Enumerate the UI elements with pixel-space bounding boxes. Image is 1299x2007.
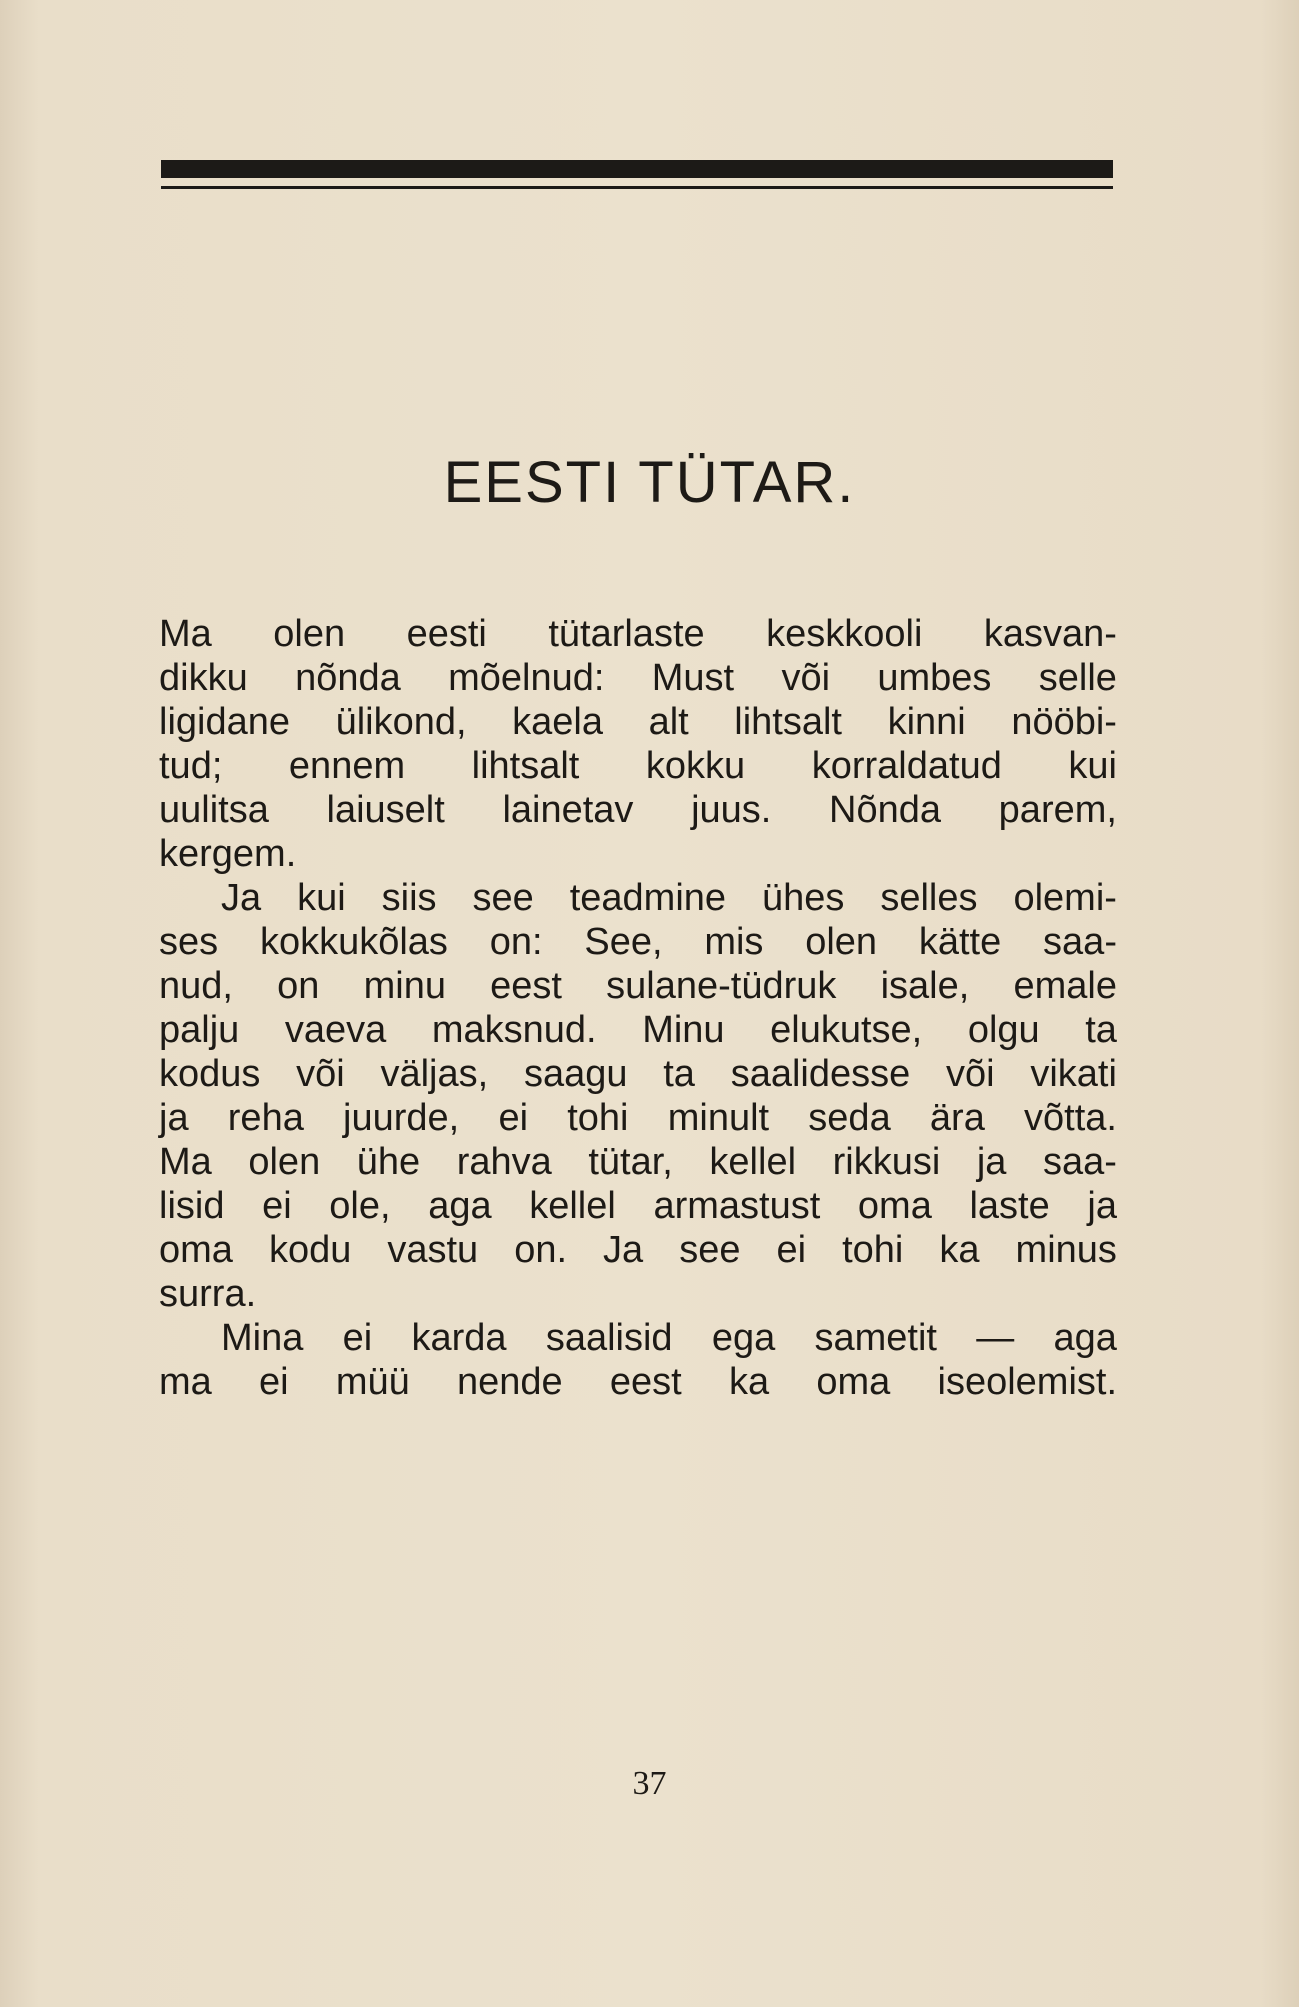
text-line (159, 832, 1117, 876)
word: Must (651, 657, 735, 699)
word: selle (1038, 657, 1117, 699)
word: saagu (523, 1053, 628, 1095)
word: ja (976, 1141, 1007, 1183)
word: lainetav (502, 789, 634, 831)
word: aga (1053, 1317, 1117, 1359)
word: ei (259, 1361, 289, 1403)
chapter-title: EESTI TÜTAR. (443, 450, 856, 515)
word: elukutse, (770, 1009, 923, 1051)
word: parem, (998, 789, 1117, 831)
word: Ja (603, 1229, 644, 1271)
word: saa- (1043, 921, 1117, 963)
word: aga (428, 1185, 492, 1227)
word: või (946, 1053, 995, 1095)
word: kodus (159, 1053, 261, 1095)
word: ka (728, 1361, 770, 1403)
word: saa- (1042, 1141, 1117, 1183)
word: keskkooli (766, 613, 923, 655)
word: oma (857, 1185, 932, 1227)
word: Minu (642, 1009, 725, 1051)
word: laiuselt (326, 789, 445, 831)
text-line (159, 1184, 1117, 1228)
word: mõelnud: (448, 657, 605, 699)
word: vastu (387, 1229, 479, 1271)
word: ta (663, 1053, 695, 1095)
word: sulane-tüdruk (606, 965, 837, 1007)
word: ma (159, 1361, 212, 1403)
word: kellel (709, 1141, 797, 1183)
word: umbes (877, 657, 992, 699)
word: Mina (221, 1317, 304, 1359)
text-line (159, 920, 1117, 964)
word: ühe (356, 1141, 421, 1183)
text-line (159, 1360, 1117, 1404)
text-line (159, 1008, 1117, 1052)
word: teadmine (569, 877, 727, 919)
text-line (159, 1052, 1117, 1096)
word: kodu (268, 1229, 352, 1271)
word: korraldatud (811, 745, 1002, 787)
word: ligidane (159, 701, 290, 743)
word: kinni (887, 701, 966, 743)
word: laste (969, 1185, 1050, 1227)
word: alt (648, 701, 689, 743)
body-text (159, 612, 1117, 1404)
word: tütar, (588, 1141, 673, 1183)
word: ühes (761, 877, 845, 919)
word: juus. (691, 789, 772, 831)
word: tütarlaste (548, 613, 705, 655)
word: tohi (567, 1097, 629, 1139)
text-line (159, 1272, 1117, 1316)
word: minult (667, 1097, 770, 1139)
word: surra. (159, 1273, 257, 1315)
page-number: 37 (632, 1765, 667, 1802)
word: rikkusi (832, 1141, 941, 1183)
word: ülikond, (335, 701, 467, 743)
word: oma (816, 1361, 891, 1403)
word: ei (498, 1097, 529, 1139)
word: sametit (814, 1317, 937, 1359)
word: või (781, 657, 831, 699)
word: võtta. (1024, 1097, 1117, 1139)
word: olen (248, 1141, 321, 1183)
word: ära (929, 1097, 985, 1139)
word: karda (411, 1317, 507, 1359)
word: on: (489, 921, 543, 963)
text-line (159, 1316, 1117, 1360)
word: ja (159, 1097, 189, 1139)
word: olen (805, 921, 878, 963)
word: ja (1087, 1185, 1117, 1227)
word: ei (776, 1229, 807, 1271)
word: see (472, 877, 534, 919)
word: kui (297, 877, 346, 919)
word: tud; (159, 745, 223, 787)
text-line (159, 876, 1117, 920)
word: saalidesse (730, 1053, 911, 1095)
word: nende (457, 1361, 563, 1403)
word: olgu (967, 1009, 1040, 1051)
word: — (976, 1317, 1015, 1359)
text-line (159, 656, 1117, 700)
word: ta (1085, 1009, 1117, 1051)
word: see (679, 1229, 741, 1271)
word: olemi- (1013, 877, 1117, 919)
text-line (159, 1096, 1117, 1140)
word: minu (363, 965, 446, 1007)
word: lisid (159, 1185, 225, 1227)
word: emale (1013, 965, 1117, 1007)
text-line (159, 612, 1117, 656)
word: väljas, (380, 1053, 489, 1095)
word: saalisid (545, 1317, 673, 1359)
word: siis (381, 877, 437, 919)
text-line (159, 1228, 1117, 1272)
word: maksnud. (431, 1009, 597, 1051)
word: ennem (288, 745, 406, 787)
word: eest (490, 965, 562, 1007)
header-rule-thick (161, 160, 1113, 178)
word: kasvan- (983, 613, 1117, 655)
word: vaeva (284, 1009, 387, 1051)
text-line (159, 788, 1117, 832)
word: ole, (329, 1185, 391, 1227)
word: on (277, 965, 320, 1007)
word: dikku (159, 657, 248, 699)
word: kergem. (159, 833, 297, 875)
word: Ma (159, 613, 212, 655)
word: minus (1015, 1229, 1117, 1271)
word: nööbi- (1011, 701, 1117, 743)
word: nud, (159, 965, 233, 1007)
word: on. (514, 1229, 568, 1271)
word: oma (159, 1229, 233, 1271)
word: Ma (159, 1141, 212, 1183)
word: selles (880, 877, 978, 919)
word: kaela (512, 701, 603, 743)
word: kokkukõlas (259, 921, 448, 963)
word: iseolemist. (937, 1361, 1117, 1403)
word: rahva (456, 1141, 552, 1183)
word: mis (704, 921, 764, 963)
word: palju (159, 1009, 240, 1051)
word: ei (262, 1185, 292, 1227)
word: uulitsa (159, 789, 269, 831)
word: ses (159, 921, 219, 963)
word: kätte (918, 921, 1002, 963)
word: isale, (880, 965, 970, 1007)
word: või (296, 1053, 345, 1095)
text-line (159, 700, 1117, 744)
word: vikati (1030, 1053, 1117, 1095)
word: armastust (653, 1185, 821, 1227)
word: ei (342, 1317, 373, 1359)
word: olen (273, 613, 346, 655)
word: reha (227, 1097, 304, 1139)
word: See, (584, 921, 663, 963)
word: tohi (842, 1229, 904, 1271)
text-line (159, 1140, 1117, 1184)
word: ka (939, 1229, 980, 1271)
word: lihtsalt (734, 701, 842, 743)
text-line (159, 964, 1117, 1008)
word: Nõnda (829, 789, 942, 831)
header-rule-thin (161, 186, 1113, 189)
word: kellel (529, 1185, 616, 1227)
word: seda (808, 1097, 891, 1139)
word: lihtsalt (471, 745, 580, 787)
word: ega (711, 1317, 776, 1359)
text-line (159, 744, 1117, 788)
word: eest (609, 1361, 682, 1403)
word: eesti (406, 613, 487, 655)
word: kui (1068, 745, 1117, 787)
word: nõnda (295, 657, 401, 699)
word: kokku (645, 745, 746, 787)
word: müü (335, 1361, 410, 1403)
word: Ja (221, 877, 262, 919)
word: juurde, (343, 1097, 460, 1139)
